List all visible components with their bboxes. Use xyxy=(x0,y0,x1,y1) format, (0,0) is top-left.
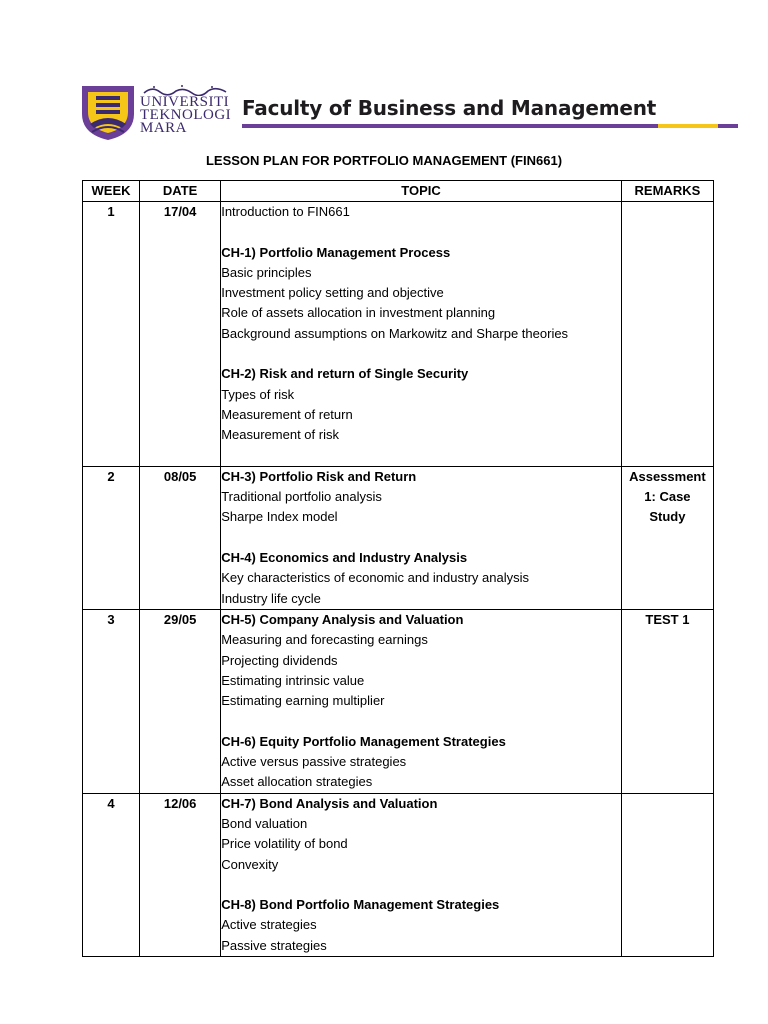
remark-line: TEST 1 xyxy=(645,611,690,627)
week-cell: 3 xyxy=(83,609,140,793)
column-header-remarks: REMARKS xyxy=(621,181,713,202)
faculty-title: Faculty of Business and Management xyxy=(242,96,657,120)
topic-line: Traditional portfolio analysis xyxy=(221,489,382,505)
topic-line: Types of risk xyxy=(221,386,295,402)
header-rule-yellow xyxy=(658,124,718,128)
topic-line: Active strategies xyxy=(221,917,317,933)
topic-line: Investment policy setting and objective xyxy=(221,285,444,301)
topic-line: Estimating earning multiplier xyxy=(221,693,385,709)
table-row xyxy=(83,466,714,609)
chapter-heading: CH-6) Equity Portfolio Management Strategies xyxy=(221,733,506,749)
topic-cell xyxy=(221,609,622,793)
topic-line: Measurement of return xyxy=(221,406,353,422)
chapter-heading: CH-3) Portfolio Risk and Return xyxy=(221,468,417,484)
university-name xyxy=(140,96,231,135)
table-row xyxy=(83,793,714,956)
topic-spacer xyxy=(221,344,621,364)
chapter-heading: CH-7) Bond Analysis and Valuation xyxy=(221,795,438,811)
remark-line: 1: Case xyxy=(644,489,691,505)
university-line: MARA xyxy=(140,120,188,136)
topic-spacer xyxy=(221,711,621,731)
topic-line: Passive strategies xyxy=(221,937,327,953)
remarks-cell xyxy=(621,466,713,609)
table-row xyxy=(83,202,714,467)
page-header xyxy=(78,82,718,142)
topic-spacer xyxy=(221,528,621,548)
topic-line: Sharpe Index model xyxy=(221,509,338,525)
university-line: TEKNOLOGI xyxy=(140,107,232,123)
topic-line: Estimating intrinsic value xyxy=(221,672,365,688)
week-cell: 2 xyxy=(83,466,140,609)
topic-line: Price volatility of bond xyxy=(221,836,348,852)
topic-line: Projecting dividends xyxy=(221,652,338,668)
topic-line: Basic principles xyxy=(221,264,312,280)
topic-line: Background assumptions on Markowitz and Sharpe theories xyxy=(221,325,569,341)
column-header-week: WEEK xyxy=(83,181,140,202)
uitm-crest-icon xyxy=(78,82,138,142)
topic-line: Role of assets allocation in investment planning xyxy=(221,305,496,321)
topic-cell xyxy=(221,202,622,467)
remark-line: Assessment xyxy=(629,468,706,484)
remarks-cell xyxy=(621,793,713,956)
table-row xyxy=(83,609,714,793)
chapter-heading: CH-5) Company Analysis and Valuation xyxy=(221,611,464,627)
column-header-topic: TOPIC xyxy=(221,181,622,202)
chapter-heading: CH-4) Economics and Industry Analysis xyxy=(221,550,468,566)
topic-line: Key characteristics of economic and industry analysis xyxy=(221,570,530,586)
topic-spacer xyxy=(221,222,621,242)
date-cell: 12/06 xyxy=(140,793,221,956)
lesson-plan-table xyxy=(82,180,714,957)
topic-line: Asset allocation strategies xyxy=(221,774,373,790)
topic-line: Introduction to FIN661 xyxy=(221,204,350,219)
topic-cell xyxy=(221,466,622,609)
topic-line: Active versus passive strategies xyxy=(221,754,407,770)
topic-line: Convexity xyxy=(221,856,279,872)
chapter-heading: CH-8) Bond Portfolio Management Strategies xyxy=(221,897,500,913)
university-line: UNIVERSITI xyxy=(140,94,230,110)
chapter-heading: CH-1) Portfolio Management Process xyxy=(221,244,451,260)
topic-line: Measuring and forecasting earnings xyxy=(221,632,428,648)
remarks-cell xyxy=(621,202,713,467)
remarks-cell xyxy=(621,609,713,793)
topic-cell xyxy=(221,793,622,956)
topic-line: Industry life cycle xyxy=(221,590,321,606)
date-cell: 29/05 xyxy=(140,609,221,793)
topic-spacer xyxy=(221,875,621,895)
week-cell: 1 xyxy=(83,202,140,467)
topic-line: Measurement of risk xyxy=(221,427,339,443)
document-title: LESSON PLAN FOR PORTFOLIO MANAGEMENT (FIN661) xyxy=(205,153,563,168)
week-cell: 4 xyxy=(83,793,140,956)
date-cell: 17/04 xyxy=(140,202,221,467)
table-header-row xyxy=(83,181,714,202)
date-cell: 08/05 xyxy=(140,466,221,609)
topic-spacer xyxy=(221,446,621,466)
remark-line: Study xyxy=(649,509,686,525)
topic-line: Bond valuation xyxy=(221,815,308,831)
column-header-date: DATE xyxy=(140,181,221,202)
chapter-heading: CH-2) Risk and return of Single Security xyxy=(221,366,469,382)
